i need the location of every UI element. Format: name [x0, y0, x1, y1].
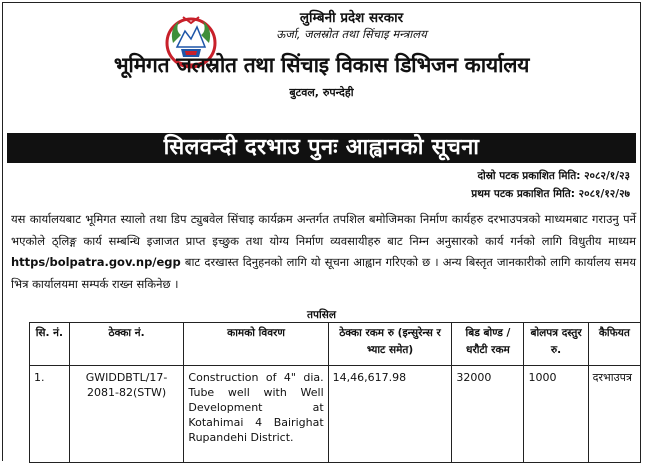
office-name: भूमिगत जलस्रोत तथा सिंचाइ विकास डिभिजन कार्यालय — [113, 53, 530, 77]
tender-table — [29, 322, 641, 463]
col-header-remarks: कैफियत — [588, 323, 640, 366]
body-text-part-1: यस कार्यालयबाट भूमिगत स्यालो तथा डिप ट्युबवेल सिंचाइ कार्यक्रम अन्तर्गत तपशिल बमोजिमका निर्माण कार्यहरु दरभाउपत्रको माध्यमबाट गराउनु पर्ने भएकोले ठ्लिङ्ग कार्य सम्बन्धि इजाजत प्राप्त इच्छुक तथा योग्य निर्माण व्यवसायीहरु बाट निम्न अनुसारको कार्य गर्नको लागि विधुतीय माध्यम — [11, 212, 636, 248]
body-text-part-2: बाट दरखास्त दिनुहनको लागि यो सूचना आह्वान गरिएको छ । अन्य बिस्तृत जानकारीको लागि कार्यालय समय भित्र कार्यालयमा सम्पर्क राख्न सकिनेछ । — [11, 255, 636, 291]
col-header-sn: सि. नं. — [30, 323, 70, 366]
col-header-code: ठेक्का नं. — [69, 323, 184, 366]
cell-sn: 1. — [30, 366, 70, 463]
cell-bid-fee: 1000 — [524, 366, 588, 463]
notice-body — [11, 209, 636, 295]
office-location: बुटवल, रुपन्देही — [289, 86, 354, 99]
first-publication-date: प्रथम पटक प्रकाशित मिति: २०८१/१२/२७ — [471, 188, 630, 200]
cell-contract-amount: 14,46,617.98 — [328, 366, 452, 463]
second-publication-date: दोस्रो पटक प्रकाशित मिति: २०८२/१/२३ — [477, 170, 630, 182]
cell-work-description: Construction of 4" dia. Tube well with Well Development at Kotahimai 4 Bairighat Rupandehi District. — [184, 366, 328, 463]
cell-bid-bond: 32000 — [452, 366, 524, 463]
cell-contract-code: GWIDDBTL/17-2081-82(STW) — [69, 366, 184, 463]
notice-title-banner: सिलवन्दी दरभाउ पुनः आह्वानको सूचना — [7, 133, 636, 163]
cell-remarks: दरभाउपत्र — [588, 366, 640, 463]
egp-url-link[interactable]: https/bolpatra.gov.np/egp — [11, 255, 181, 269]
col-header-fee: बोलपत्र दस्तुर रु. — [524, 323, 588, 366]
ministry-name: ऊर्जा, जलस्रोत तथा सिंचाइ मन्त्रालय — [276, 27, 427, 41]
government-name: लुम्बिनी प्रदेश सरकार — [299, 10, 404, 26]
table-row — [30, 366, 641, 463]
col-header-description: कामको विवरण — [184, 323, 328, 366]
col-header-bid-bond: बिड बोण्ड / धरौटी रकम — [452, 323, 524, 366]
schedule-heading: तपसिल — [307, 309, 336, 321]
table-header-row — [30, 323, 641, 366]
notice-page — [2, 2, 641, 461]
col-header-cost: ठेक्का रकम रु (इन्सुरेन्स र भ्याट समेत) — [328, 323, 452, 366]
